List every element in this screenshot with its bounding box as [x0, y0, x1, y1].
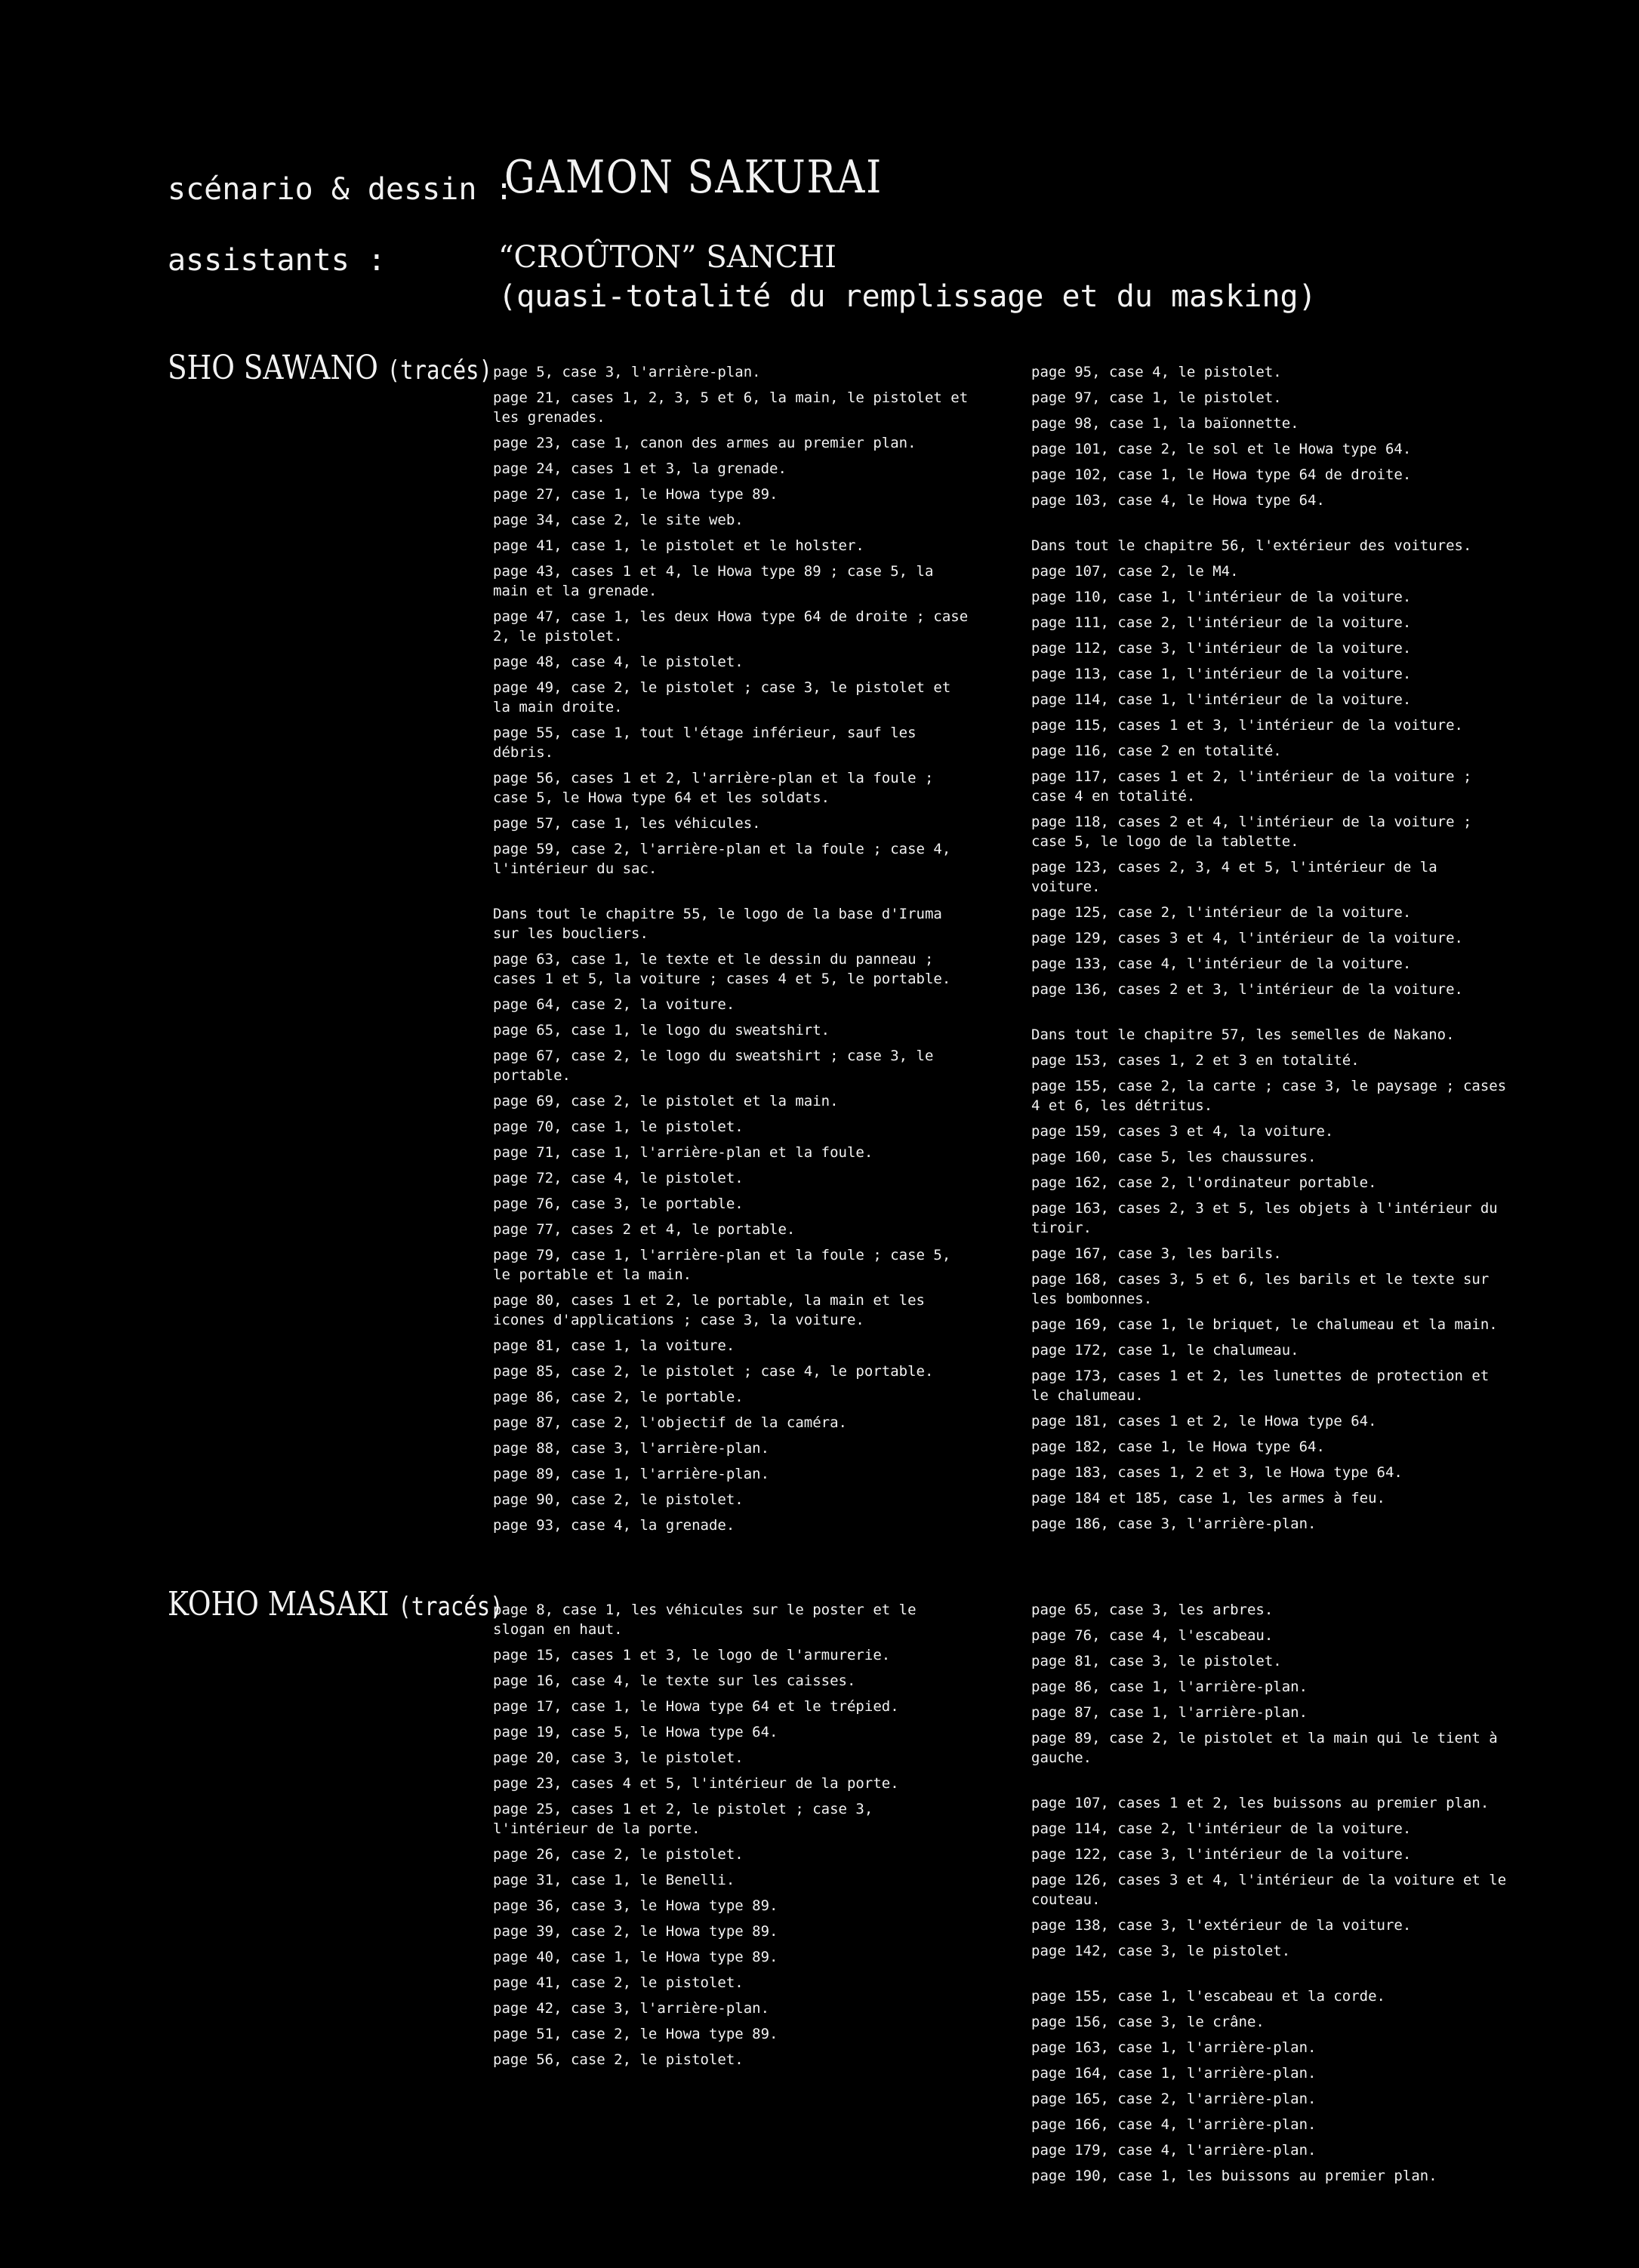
credit-entry: page 98, case 1, la baïonnette.	[1031, 415, 1299, 432]
credit-entry: page 39, case 2, le Howa type 89.	[493, 1923, 778, 1940]
assistant-name: SHO SAWANO	[168, 349, 378, 387]
credit-entry: page 107, cases 1 et 2, les buissons au premier plan.	[1031, 1795, 1490, 1811]
credit-entry: page 153, cases 1, 2 et 3 en totalité.	[1031, 1052, 1360, 1069]
credit-entry: page 80, cases 1 et 2, le portable, la main et les icones d'applications ; case 3, la voiture.	[493, 1292, 925, 1328]
credit-entry: page 88, case 3, l'arrière-plan.	[493, 1440, 770, 1457]
credit-entry: page 114, case 2, l'intérieur de la voiture.	[1031, 1820, 1412, 1837]
credit-entry: page 107, case 2, le M4.	[1031, 563, 1239, 580]
credit-entry: page 160, case 5, les chaussures.	[1031, 1149, 1317, 1165]
credit-entry: page 23, case 1, canon des armes au premier plan.	[493, 435, 917, 451]
credit-entry: page 155, case 1, l'escabeau et la corde.	[1031, 1988, 1385, 2005]
credit-entry: page 164, case 1, l'arrière-plan.	[1031, 2065, 1317, 2082]
credit-entry: page 190, case 1, les buissons au premier plan.	[1031, 2168, 1437, 2184]
assistant-main: “CROÛTON” SANCHI	[498, 240, 836, 275]
credit-entry: page 48, case 4, le pistolet.	[493, 654, 744, 670]
credit-entry: Dans tout le chapitre 55, le logo de la base d'Iruma sur les boucliers.	[493, 906, 942, 942]
credit-entry: page 159, cases 3 et 4, la voiture.	[1031, 1123, 1334, 1140]
credit-entry: page 69, case 2, le pistolet et la main.	[493, 1093, 839, 1109]
credit-entry: page 167, case 3, les barils.	[1031, 1245, 1282, 1262]
assistant-role: (tracés)	[387, 355, 492, 386]
credit-entry: page 93, case 4, la grenade.	[493, 1517, 735, 1534]
author-name: GAMON SAKURAI	[504, 151, 883, 204]
credit-entry: page 56, case 2, le pistolet.	[493, 2051, 744, 2068]
credits-list-left	[493, 1600, 976, 2076]
credit-entry: page 86, case 2, le portable.	[493, 1389, 744, 1405]
credit-entry: page 63, case 1, le texte et le dessin du panneau ; cases 1 et 5, la voiture ; cases 4 et 5, le portable.	[493, 951, 951, 987]
credit-entry: page 55, case 1, tout l'étage inférieur, sauf les débris.	[493, 725, 917, 761]
credit-entry: page 64, case 2, la voiture.	[493, 996, 735, 1013]
credit-entry: page 59, case 2, l'arrière-plan et la foule ; case 4, l'intérieur du sac.	[493, 841, 951, 877]
credit-entry: page 21, cases 1, 2, 3, 5 et 6, la main, le pistolet et les grenades.	[493, 389, 969, 426]
credit-entry: page 95, case 4, le pistolet.	[1031, 364, 1282, 380]
credit-entry: page 71, case 1, l'arrière-plan et la foule.	[493, 1144, 873, 1161]
credit-entry: Dans tout le chapitre 57, les semelles de Nakano.	[1031, 1026, 1455, 1043]
credit-entry: page 76, case 4, l'escabeau.	[1031, 1627, 1274, 1644]
credit-entry: page 65, case 1, le logo du sweatshirt.	[493, 1022, 830, 1039]
credit-entry: page 117, cases 1 et 2, l'intérieur de la voiture ; case 4 en totalité.	[1031, 768, 1472, 805]
credits-list-right	[1031, 362, 1514, 1540]
credit-entry: page 168, cases 3, 5 et 6, les barils et le texte sur les bombonnes.	[1031, 1271, 1490, 1307]
credit-entry: page 101, case 2, le sol et le Howa type 64.	[1031, 441, 1412, 457]
credit-entry: page 20, case 3, le pistolet.	[493, 1749, 744, 1766]
credit-entry: page 122, case 3, l'intérieur de la voiture.	[1031, 1846, 1412, 1863]
credit-entry: page 81, case 3, le pistolet.	[1031, 1653, 1282, 1669]
credit-entry: page 36, case 3, le Howa type 89.	[493, 1897, 778, 1914]
credit-entry: page 41, case 2, le pistolet.	[493, 1974, 744, 1991]
credit-entry: page 133, case 4, l'intérieur de la voiture.	[1031, 956, 1412, 972]
credits-list-left	[493, 362, 976, 1541]
credit-entry: page 67, case 2, le logo du sweatshirt ; case 3, le portable.	[493, 1048, 934, 1084]
credit-entry: page 169, case 1, le briquet, le chalumeau et la main.	[1031, 1316, 1498, 1333]
credit-entry: page 112, case 3, l'intérieur de la voiture.	[1031, 640, 1412, 657]
credit-entry: page 85, case 2, le pistolet ; case 4, le portable.	[493, 1363, 934, 1380]
credit-entry: page 182, case 1, le Howa type 64.	[1031, 1439, 1325, 1455]
assistants-label: assistants :	[168, 243, 386, 278]
credit-entry: page 136, cases 2 et 3, l'intérieur de la voiture.	[1031, 981, 1463, 998]
credit-entry: page 89, case 1, l'arrière-plan.	[493, 1466, 770, 1482]
credit-entry: page 25, cases 1 et 2, le pistolet ; case 3, l'intérieur de la porte.	[493, 1801, 873, 1837]
credit-entry: page 16, case 4, le texte sur les caisses.	[493, 1673, 856, 1689]
credit-entry: page 79, case 1, l'arrière-plan et la foule ; case 5, le portable et la main.	[493, 1247, 951, 1283]
credit-entry: page 166, case 4, l'arrière-plan.	[1031, 2116, 1317, 2133]
credits-list-right	[1031, 1600, 1530, 2192]
credit-entry: page 181, cases 1 et 2, le Howa type 64.	[1031, 1413, 1377, 1429]
credit-entry: page 27, case 1, le Howa type 89.	[493, 486, 778, 503]
credit-entry: page 51, case 2, le Howa type 89.	[493, 2026, 778, 2042]
credit-entry: page 15, cases 1 et 3, le logo de l'armurerie.	[493, 1647, 891, 1663]
credit-entry: page 89, case 2, le pistolet et la main qui le tient à gauche.	[1031, 1730, 1498, 1766]
credit-entry: page 23, cases 4 et 5, l'intérieur de la porte.	[493, 1775, 899, 1792]
credit-entry: page 26, case 2, le pistolet.	[493, 1846, 744, 1863]
credit-entry: page 56, cases 1 et 2, l'arrière-plan et la foule ; case 5, le Howa type 64 et les soldats.	[493, 770, 934, 806]
credit-entry: page 184 et 185, case 1, les armes à feu.	[1031, 1490, 1385, 1506]
credit-entry: page 87, case 1, l'arrière-plan.	[1031, 1704, 1308, 1721]
credit-entry: page 81, case 1, la voiture.	[493, 1337, 735, 1354]
section-name	[168, 349, 492, 387]
credit-entry: Dans tout le chapitre 56, l'extérieur des voitures.	[1031, 537, 1472, 554]
credit-entry: page 126, cases 3 et 4, l'intérieur de la voiture et le couteau.	[1031, 1872, 1507, 1908]
credit-entry: page 116, case 2 en totalité.	[1031, 743, 1282, 759]
credit-entry: page 114, case 1, l'intérieur de la voiture.	[1031, 691, 1412, 708]
credit-entry: page 183, cases 1, 2 et 3, le Howa type 64.	[1031, 1464, 1403, 1481]
credit-entry: page 125, case 2, l'intérieur de la voiture.	[1031, 904, 1412, 921]
credit-entry: page 123, cases 2, 3, 4 et 5, l'intérieur de la voiture.	[1031, 859, 1437, 895]
credit-entry: page 156, case 3, le crâne.	[1031, 2014, 1265, 2030]
credit-entry: page 129, cases 3 et 4, l'intérieur de la voiture.	[1031, 930, 1463, 946]
credit-entry: page 179, case 4, l'arrière-plan.	[1031, 2142, 1317, 2159]
credit-entry: page 77, cases 2 et 4, le portable.	[493, 1221, 796, 1238]
assistant-name: KOHO MASAKI	[168, 1585, 390, 1623]
credit-entry: page 70, case 1, le pistolet.	[493, 1119, 744, 1135]
credit-entry: page 165, case 2, l'arrière-plan.	[1031, 2091, 1317, 2107]
credit-entry: page 87, case 2, l'objectif de la caméra.	[493, 1414, 847, 1431]
credit-entry: page 163, case 1, l'arrière-plan.	[1031, 2039, 1317, 2056]
credit-entry: page 86, case 1, l'arrière-plan.	[1031, 1679, 1308, 1695]
credit-entry: page 40, case 1, le Howa type 89.	[493, 1949, 778, 1965]
credit-entry: page 49, case 2, le pistolet ; case 3, le pistolet et la main droite.	[493, 679, 951, 715]
credit-entry: page 186, case 3, l'arrière-plan.	[1031, 1516, 1317, 1532]
credit-entry: page 8, case 1, les véhicules sur le poster et le slogan en haut.	[493, 1602, 917, 1638]
credit-entry: page 110, case 1, l'intérieur de la voiture.	[1031, 589, 1412, 605]
credit-entry: page 57, case 1, les véhicules.	[493, 815, 761, 832]
credit-entry: page 43, cases 1 et 4, le Howa type 89 ; case 5, la main et la grenade.	[493, 563, 934, 599]
credit-entry: page 115, cases 1 et 3, l'intérieur de la voiture.	[1031, 717, 1463, 734]
credit-entry: page 113, case 1, l'intérieur de la voiture.	[1031, 666, 1412, 682]
credit-entry: page 97, case 1, le pistolet.	[1031, 389, 1282, 406]
credit-entry: page 41, case 1, le pistolet et le holster.	[493, 537, 864, 554]
credit-entry: page 65, case 3, les arbres.	[1031, 1602, 1274, 1618]
credit-entry: page 34, case 2, le site web.	[493, 512, 744, 528]
credit-entry: page 162, case 2, l'ordinateur portable.	[1031, 1174, 1377, 1191]
scenario-label: scénario & dessin :	[168, 172, 513, 207]
assistant-role: (tracés)	[398, 1592, 504, 1622]
credit-entry: page 163, cases 2, 3 et 5, les objets à l'intérieur du tiroir.	[1031, 1200, 1498, 1236]
credit-entry: page 155, case 2, la carte ; case 3, le paysage ; cases 4 et 6, les détritus.	[1031, 1078, 1507, 1114]
credit-entry: page 173, cases 1 et 2, les lunettes de protection et le chalumeau.	[1031, 1368, 1490, 1404]
credit-entry: page 31, case 1, le Benelli.	[493, 1872, 735, 1888]
credit-entry: page 47, case 1, les deux Howa type 64 de droite ; case 2, le pistolet.	[493, 608, 969, 645]
credit-entry: page 118, cases 2 et 4, l'intérieur de la voiture ; case 5, le logo de la tablette.	[1031, 814, 1472, 850]
credit-entry: page 111, case 2, l'intérieur de la voiture.	[1031, 614, 1412, 631]
section-name	[168, 1585, 504, 1623]
credit-entry: page 172, case 1, le chalumeau.	[1031, 1342, 1299, 1359]
credit-entry: page 5, case 3, l'arrière-plan.	[493, 364, 761, 380]
credit-entry: page 138, case 3, l'extérieur de la voiture.	[1031, 1917, 1412, 1934]
credit-entry: page 42, case 3, l'arrière-plan.	[493, 2000, 770, 2017]
credit-entry: page 103, case 4, le Howa type 64.	[1031, 492, 1325, 509]
credit-entry: page 24, cases 1 et 3, la grenade.	[493, 460, 787, 477]
credit-entry: page 72, case 4, le pistolet.	[493, 1170, 744, 1186]
credit-entry: page 17, case 1, le Howa type 64 et le trépied.	[493, 1698, 899, 1715]
credit-entry: page 90, case 2, le pistolet.	[493, 1491, 744, 1508]
credit-entry: page 19, case 5, le Howa type 64.	[493, 1724, 778, 1740]
credit-entry: page 76, case 3, le portable.	[493, 1196, 744, 1212]
credit-entry: page 142, case 3, le pistolet.	[1031, 1943, 1291, 1959]
assistant-main-note: (quasi-totalité du remplissage et du masking)	[498, 279, 1317, 314]
credit-entry: page 102, case 1, le Howa type 64 de droite.	[1031, 466, 1412, 483]
